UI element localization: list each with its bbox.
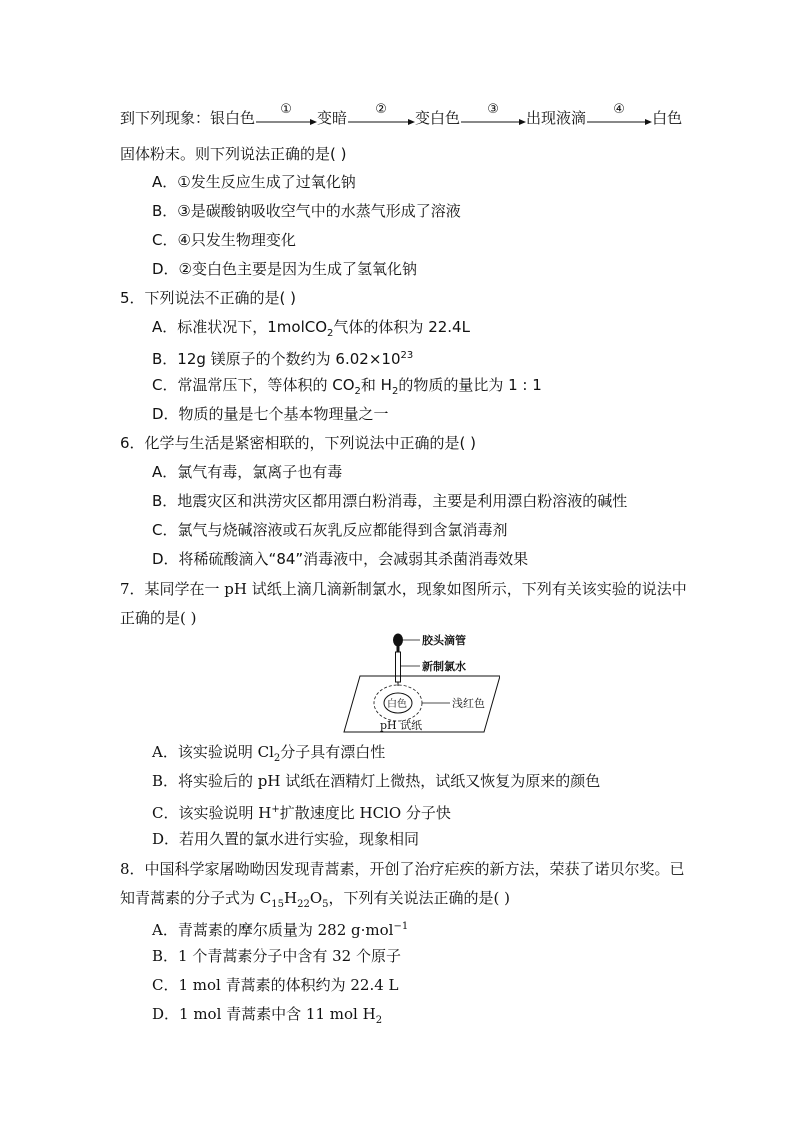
- q8-s2-h: H: [283, 889, 298, 907]
- q7-option-a: [152, 741, 385, 770]
- q5-option-d: D．物质的量是七个基本物理量之一: [152, 405, 389, 423]
- q8-option-d: [152, 1003, 382, 1032]
- q8-s2-sub2: 22: [297, 899, 310, 910]
- q5-a-sub: 2: [327, 328, 334, 339]
- arrow-4: [586, 102, 652, 129]
- q7-stem-line1: 7．某同学在一 pH 试纸上滴几滴新制氯水，现象如图所示，下列有关该实验的说法中: [120, 580, 687, 598]
- q7-c-pre: C．该实验说明 H: [152, 804, 272, 822]
- q5-c-sub2: 2: [391, 386, 399, 397]
- q5-b-sup: 23: [400, 350, 414, 361]
- q5-a-post: 气体的体积为 22.4L: [333, 318, 470, 336]
- q6-option-b: B．地震灾区和洪涝灾区都用漂白粉消毒，主要是利用漂白粉溶液的碱性: [152, 492, 628, 510]
- q8-s2-sub1: 15: [271, 899, 284, 910]
- arrow-1-num: ①: [280, 102, 292, 117]
- q4-state-4: 白色: [652, 109, 683, 127]
- q4-state-1: 变暗: [317, 109, 348, 127]
- q4-state-3: 出现液滴: [526, 109, 587, 127]
- q6-stem: 6．化学与生活是紧密相联的，下列说法中正确的是( ): [120, 434, 477, 452]
- dropper-bulb-icon: [393, 634, 403, 647]
- q6-option-c: C．氯气与烧碱溶液或石灰乳反应都能得到含氯消毒剂: [152, 521, 508, 539]
- q7-a-post: 分子具有漂白性: [280, 743, 386, 761]
- arrow-1: [255, 102, 317, 129]
- arrow-3: [460, 102, 526, 129]
- q5-c-sub1: 2: [354, 386, 361, 397]
- q5-a-pre: A．标准状况下，1molCO: [152, 318, 328, 336]
- label-chlorine-water: 新制氯水: [422, 660, 466, 673]
- q8-option-a: [152, 916, 408, 941]
- q5-option-c: [152, 374, 542, 403]
- q8-s2-o: O: [309, 889, 323, 907]
- q5-c-pre: C．常温常压下，等体积的 CO: [152, 376, 355, 394]
- ph-paper-figure: [340, 632, 500, 738]
- arrow-2-num: ②: [375, 102, 387, 117]
- q7-stem-line2: 正确的是( ): [120, 609, 197, 627]
- q4-option-d: D．②变白色主要是因为生成了氢氧化钠: [152, 260, 417, 278]
- q7-option-d: D．若用久置的氯水进行实验，现象相同: [152, 830, 420, 848]
- dropper-neck: [397, 646, 400, 652]
- q7-c-sup: +: [271, 804, 280, 815]
- q5-option-a: [152, 316, 470, 345]
- arrow-4-num: ④: [613, 102, 625, 117]
- q8-s2-sub3: 5: [322, 899, 329, 910]
- q8-option-c: C．1 mol 青蒿素的体积约为 22.4 L: [152, 976, 399, 994]
- arrow-3-num: ③: [487, 102, 499, 117]
- q5-stem: 5．下列说法不正确的是( ): [120, 289, 297, 307]
- q4-state-2: 变白色: [415, 109, 461, 127]
- label-white: 白色: [387, 699, 407, 710]
- q5-b-pre: B．12g 镁原子的个数约为 6.02×10: [152, 350, 401, 368]
- label-light-red: 浅红色: [452, 697, 485, 710]
- label-dropper: 胶头滴管: [422, 634, 466, 647]
- q4-option-c: C．④只发生物理变化: [152, 231, 296, 249]
- dropper-tube: [396, 652, 401, 682]
- q8-a-sup: −1: [393, 921, 409, 932]
- label-ph-paper: pH 试纸: [380, 719, 423, 732]
- q4-seq-start: 到下列现象：银白色: [120, 109, 256, 127]
- q8-d-pre: D．1 mol 青蒿素中含 11 mol H: [152, 1005, 376, 1023]
- q8-a-pre: A．青蒿素的摩尔质量为 282 g·mol: [152, 921, 394, 939]
- q5-c-post: 的物质的量比为 1 : 1: [398, 376, 542, 394]
- q5-option-b: [152, 345, 413, 370]
- q4-option-a: A．①发生反应生成了过氧化钠: [152, 173, 356, 191]
- q5-c-mid: 和 H: [360, 376, 392, 394]
- q4-sequence-line: [120, 102, 683, 129]
- q8-option-b: B．1 个青蒿素分子中含有 32 个原子: [152, 947, 401, 965]
- arrow-2: [347, 102, 415, 129]
- q7-a-pre: A．该实验说明 Cl: [152, 743, 274, 761]
- q8-stem-line2: [120, 887, 510, 916]
- q6-option-a: A．氯气有毒，氯离子也有毒: [152, 463, 343, 481]
- q7-c-post: 扩散速度比 HClO 分子快: [279, 804, 451, 822]
- q8-s2-pre: 知青蒿素的分子式为 C: [120, 889, 272, 907]
- q8-s2-post: ，下列有关说法正确的是( ): [328, 889, 510, 907]
- q7-option-c: [152, 799, 451, 824]
- q6-option-d: D．将稀硫酸滴入“84”消毒液中，会减弱其杀菌消毒效果: [152, 550, 529, 568]
- q7-option-b: B．将实验后的 pH 试纸在酒精灯上微热，试纸又恢复为原来的颜色: [152, 772, 601, 790]
- q8-stem-line1: 8．中国科学家屠呦呦因发现青蒿素，开创了治疗疟疾的新方法，荣获了诺贝尔奖。已: [120, 860, 685, 878]
- q8-d-sub: 2: [375, 1015, 383, 1026]
- q4-line2: 固体粉末。则下列说法正确的是( ): [120, 145, 347, 163]
- q4-option-b: B．③是碳酸钠吸收空气中的水蒸气形成了溶液: [152, 202, 461, 220]
- q7-a-sub: 2: [273, 753, 281, 764]
